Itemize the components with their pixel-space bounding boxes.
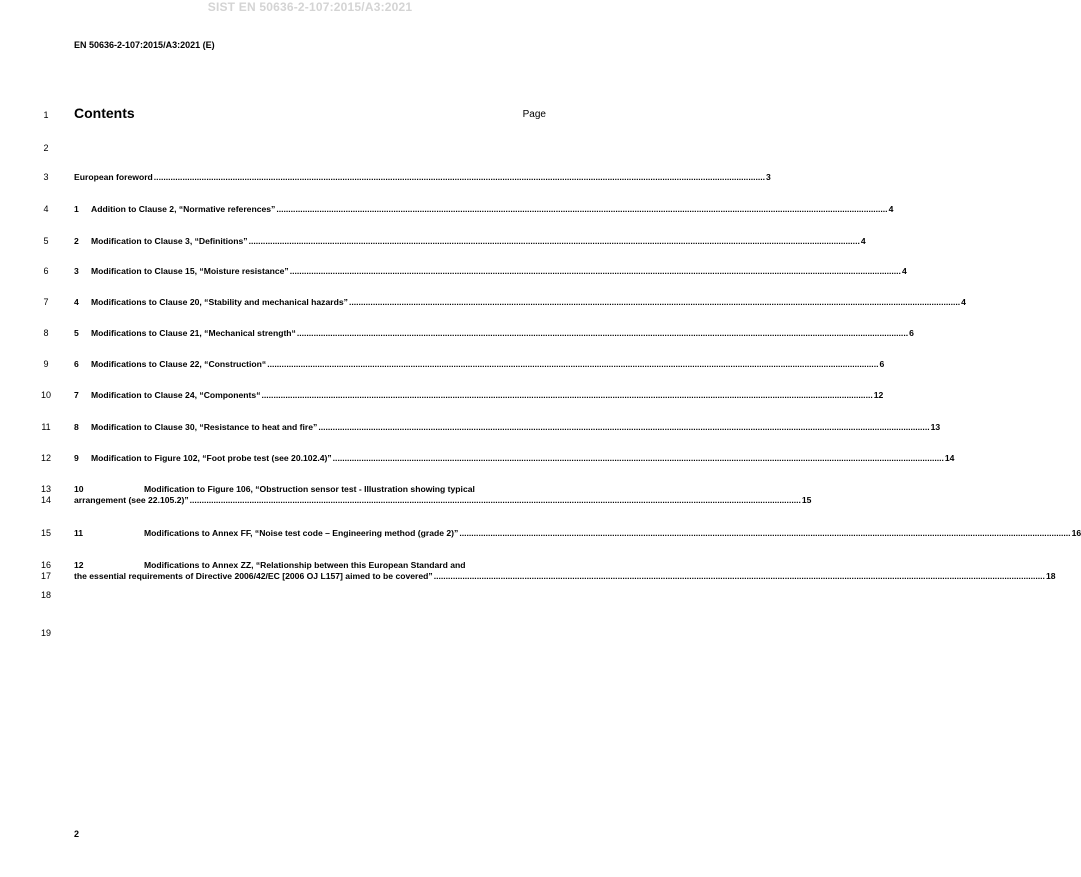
toc-leader-dots	[249, 236, 860, 247]
toc-entry-number: 10	[74, 484, 84, 494]
line-number: 16	[40, 560, 51, 570]
toc-entry-page: 4	[888, 204, 894, 214]
line-number: 11	[41, 422, 51, 432]
toc-leader-dots	[297, 328, 908, 339]
toc-entry-page: 6	[909, 328, 914, 338]
toc-entry-title: Modification to Figure 102, “Foot probe test (see 20.102.4)”	[91, 453, 332, 463]
toc-entry-title: Modifications to Clause 20, “Stability and mechanical hazards”	[91, 297, 348, 307]
line-number: 18	[40, 590, 51, 600]
line-number: 4	[43, 204, 49, 214]
toc-entry-number: 4	[74, 297, 79, 307]
toc-entry-number: 6	[74, 359, 79, 369]
toc-entry-5[interactable]	[74, 328, 914, 339]
toc-leader-dots	[267, 359, 878, 370]
line-number: 10	[40, 390, 51, 400]
toc-leader-dots	[333, 453, 944, 464]
toc-entry-title: Modification to Figure 106, “Obstruction sensor test - Illustration showing typical	[144, 484, 475, 494]
line-number: 2	[43, 143, 49, 153]
line-number: 7	[43, 297, 49, 307]
toc-leader-dots	[318, 422, 929, 433]
toc-entry-9[interactable]	[74, 453, 955, 464]
toc-entry-page: 6	[879, 359, 885, 369]
toc-entry-number: 2	[74, 236, 79, 246]
toc-entry-page: 3	[766, 172, 771, 182]
toc-entry-number: 5	[74, 328, 79, 338]
page-column-header: Page	[522, 109, 546, 120]
toc-entry-page: 4	[901, 266, 907, 276]
toc-entry-page: 4	[961, 297, 966, 307]
line-number: 17	[40, 571, 51, 581]
toc-entry-title: Modifications to Clause 22, “Construction“	[91, 359, 267, 369]
toc-entry-title: Modifications to Annex ZZ, “Relationship between this European Standard and	[144, 560, 466, 570]
toc-entry-number: 3	[74, 266, 79, 276]
toc-entry-page: 12	[873, 390, 884, 400]
toc-entry-7[interactable]	[74, 390, 884, 401]
toc-leader-dots	[190, 495, 801, 506]
toc-entry-title-continued: the essential requirements of Directive 2006/42/EC [2006 OJ L157] aimed to be covered”	[74, 571, 433, 581]
toc-leader-dots	[459, 528, 1070, 539]
toc-entry-title: Modification to Clause 15, “Moisture resistance”	[91, 266, 289, 276]
toc-entry-page: 15	[801, 495, 812, 505]
line-number: 8	[43, 328, 49, 338]
line-number: 1	[43, 110, 49, 120]
line-number: 12	[40, 453, 51, 463]
toc-leader-dots	[349, 297, 960, 308]
toc-entry-page: 16	[1071, 528, 1081, 538]
toc-entry-number: 7	[74, 390, 79, 400]
toc-entry-title-continued: arrangement (see 22.105.2)”	[74, 495, 189, 505]
line-number: 5	[43, 236, 49, 246]
toc-entry-title: Modification to Clause 30, “Resistance to heat and fire”	[91, 422, 318, 432]
line-number: 13	[40, 484, 51, 494]
toc-entry-title: Modification to Clause 3, “Definitions”	[91, 236, 248, 246]
toc-entry-4[interactable]	[74, 297, 966, 308]
contents-title: Contents	[74, 105, 135, 121]
toc-entry-title: European foreword	[74, 172, 153, 182]
footer-page-number: 2	[74, 829, 80, 839]
line-number: 14	[40, 495, 51, 505]
toc-entry-12-line-1[interactable]	[74, 560, 546, 571]
toc-entry-11[interactable]	[74, 528, 1081, 539]
toc-entry-12-line-2[interactable]	[74, 571, 1056, 582]
toc-entry-1[interactable]	[74, 204, 894, 215]
toc-leader-dots	[290, 266, 901, 277]
toc-entry-3[interactable]	[74, 266, 907, 277]
line-number: 9	[43, 359, 49, 369]
toc-entry-2[interactable]	[74, 236, 866, 247]
toc-leader-dots	[262, 390, 873, 401]
toc-entry-6[interactable]	[74, 359, 885, 370]
toc-entry-page: 18	[1045, 571, 1056, 581]
toc-leader-dots	[154, 172, 765, 183]
toc-entry-page: 4	[860, 236, 866, 246]
toc-entry-8[interactable]	[74, 422, 941, 433]
toc-entry-number: 1	[74, 204, 79, 214]
toc-entry-10-line-1[interactable]	[74, 484, 546, 495]
toc-entry-title: Addition to Clause 2, “Normative references”	[91, 204, 276, 214]
line-number: 19	[40, 628, 51, 638]
toc-entry-title: Modification to Clause 24, “Components“	[91, 390, 261, 400]
toc-entry-page: 13	[930, 422, 941, 432]
watermark: SIST EN 50636-2-107:2015/A3:2021	[207, 0, 413, 14]
toc-entry-number: 9	[74, 453, 79, 463]
document-id: EN 50636-2-107:2015/A3:2021 (E)	[74, 40, 215, 50]
line-number: 15	[40, 528, 51, 538]
toc-entry-foreword[interactable]	[74, 172, 771, 183]
toc-entry-number: 11	[74, 528, 84, 538]
toc-entry-10-line-2[interactable]	[74, 495, 812, 506]
line-number: 6	[43, 266, 49, 276]
toc-entry-title: Modifications to Clause 21, “Mechanical strength“	[91, 328, 296, 338]
toc-entry-page: 14	[944, 453, 955, 463]
toc-entry-number: 12	[74, 560, 84, 570]
toc-entry-number: 8	[74, 422, 79, 432]
toc-leader-dots	[434, 571, 1045, 582]
toc-leader-dots	[276, 204, 887, 215]
line-number: 3	[43, 172, 49, 182]
toc-entry-title: Modifications to Annex FF, “Noise test code – Engineering method (grade 2)”	[144, 528, 459, 538]
